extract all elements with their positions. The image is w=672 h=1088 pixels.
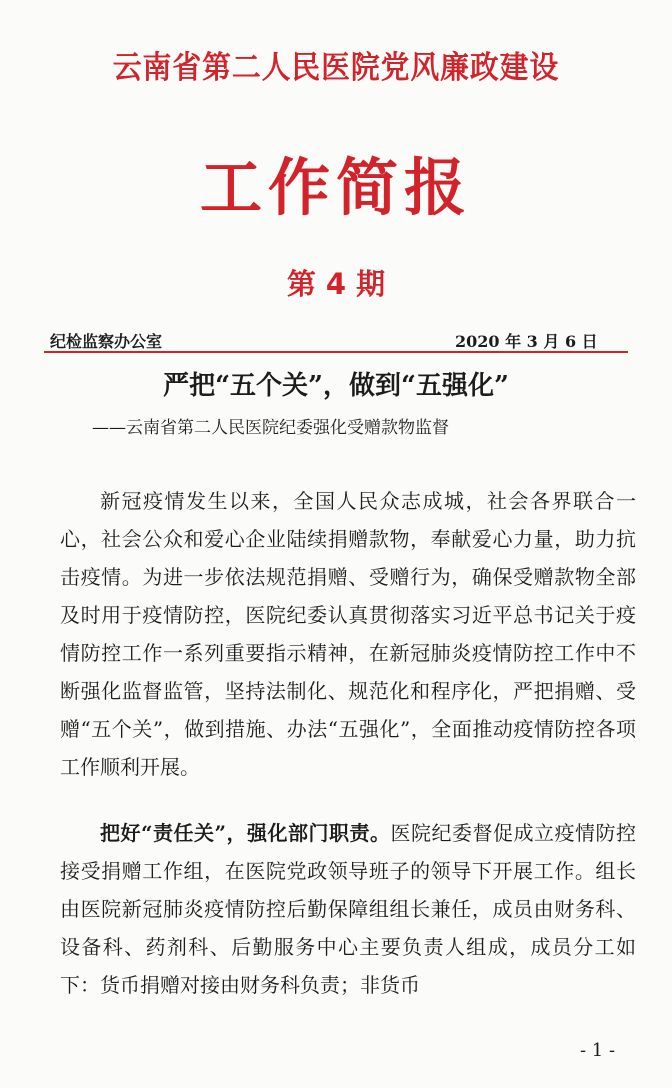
page-number: - 1 - bbox=[580, 1040, 616, 1061]
issue-date: 2020 年 3 月 6 日 bbox=[455, 332, 598, 351]
article-title: 严把“五个关”，做到“五强化” bbox=[163, 371, 509, 401]
paragraph-responsibility bbox=[60, 814, 636, 1004]
paragraph-intro: 新冠疫情发生以来，全国人民众志成城，社会各界联合一心，社会公众和爱心企业陆续捐赠款物，奉献爱心力量，助力抗击疫情。为进一步依法规范捐赠、受赠行为，确保受赠款物全部及时用于疫情防控，医院纪委认真贯彻落实习近平总书记关于疫情防控工作一系列重要指示精神，在新冠肺炎疫情防控工作中不断强化监督监管，坚持法制化、规范化和程序化，严把捐赠、受赠“五个关”，做到措施、办法“五强化”，全面推动疫情防控各项工作顺利开展。 bbox=[60, 489, 636, 779]
paragraph-lead: 把好“责任关”，强化部门职责。 bbox=[100, 821, 391, 845]
masthead-organization: 云南省第二人民医院党风廉政建设 bbox=[112, 50, 560, 86]
masthead-title: 工作简报 bbox=[199, 151, 472, 224]
issue-number: 第 4 期 bbox=[286, 267, 386, 301]
paragraph-body: 医院纪委督促成立疫情防控接受捐赠工作组，在医院党政领导班子的领导下开展工作。组长由医院新冠肺炎疫情防控后勤保障组组长兼任，成员由财务科、设备科、药剂科、后勤服务中心主要负责人组成，成员分工如下：货币捐赠对接由财务科负责；非货币 bbox=[60, 821, 636, 997]
header-divider bbox=[44, 351, 628, 353]
issuing-office: 纪检监察办公室 bbox=[50, 332, 163, 351]
article-subtitle: ——云南省第二人民医院纪委强化受赠款物监督 bbox=[92, 418, 449, 438]
